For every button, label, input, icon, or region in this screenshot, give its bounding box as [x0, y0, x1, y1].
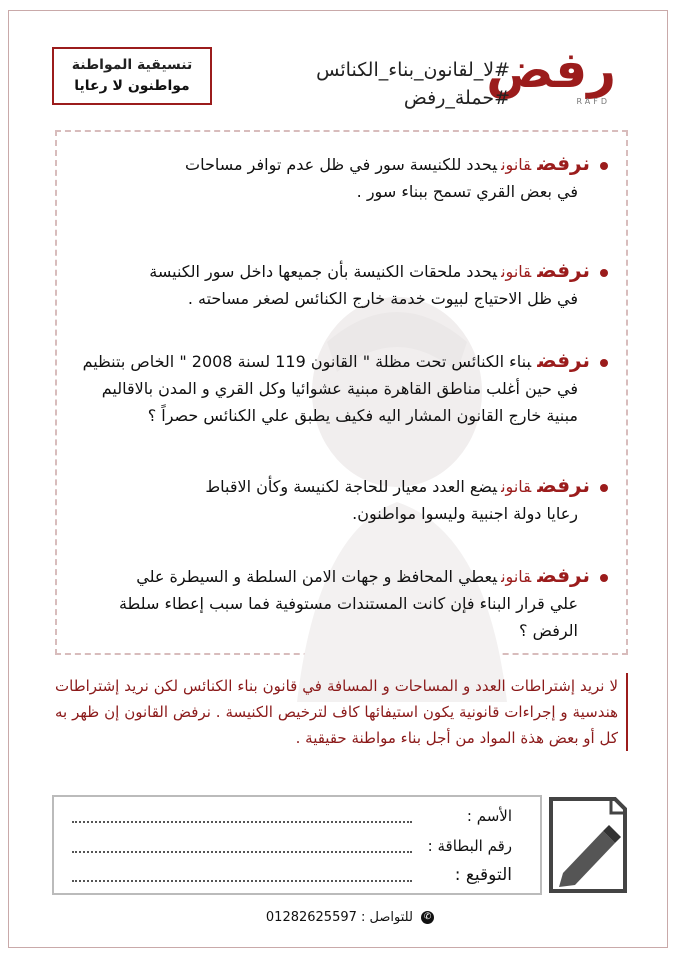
point-subkeyword: قانون — [501, 477, 532, 496]
point-continuation: رعايا دولة اجنبية وليسوا مواطنون. — [352, 504, 578, 523]
point-continuation: علي قرار البناء فإن كانت المستندات مستوفية فما سبب إعطاء سلطة — [118, 594, 578, 613]
signature-line[interactable] — [72, 880, 412, 882]
point-keyword: نرفض — [537, 563, 590, 587]
point-4 — [63, 472, 608, 527]
organization-stamp — [52, 47, 212, 105]
point-text: بناء الكنائس تحت مظلة " القانون 119 لسنة 2008 " الخاص بتنظيم — [82, 352, 532, 371]
point-keyword: نرفض — [537, 348, 590, 372]
signature-label: التوقيع : — [454, 865, 512, 885]
point-continuation: مبنية خارج القانون المشار اليه فكيف يطبق علي الكنائس حصراً ؟ — [147, 406, 578, 425]
point-subkeyword: قانون — [501, 262, 532, 281]
point-5 — [63, 562, 608, 644]
id-card-line[interactable] — [72, 851, 412, 853]
contact-line — [200, 910, 500, 925]
stamp-line-2: مواطنون لا رعايا — [74, 78, 190, 94]
point-3 — [63, 347, 608, 429]
point-subkeyword: قانون — [501, 155, 532, 174]
point-continuation: في ظل الاحتياج لبيوت خدمة خارج الكنائس لصغر مساحته . — [187, 289, 578, 308]
point-text: يحدد للكنيسة سور في ظل عدم توافر مساحات — [185, 155, 498, 174]
bullet-icon — [600, 484, 608, 492]
phone-number[interactable]: 01282625597 — [265, 910, 357, 925]
hashtag-campaign: #حملة_رفض — [403, 87, 510, 109]
name-label: الأسم : — [466, 807, 512, 825]
point-continuation: في بعض القري تسمح ببناء سور . — [356, 182, 578, 201]
point-1 — [63, 150, 608, 205]
signature-form — [52, 795, 542, 895]
point-continuation: في حين أغلب مناطق القاهرة مبنية عشوائيا وكل القري و المدن بالاقاليم — [101, 379, 578, 398]
id-card-field[interactable] — [72, 837, 512, 855]
bullet-icon — [600, 162, 608, 170]
contact-label: للتواصل : — [361, 910, 413, 925]
name-line[interactable] — [72, 821, 412, 823]
bullet-icon — [600, 574, 608, 582]
signature-field[interactable] — [72, 865, 512, 885]
point-text: يحدد ملحقات الكنيسة بأن جميعها داخل سور الكنيسة — [149, 262, 498, 281]
hashtag-law: #لا_لقانون_بناء_الكنائس — [316, 59, 510, 81]
campaign-statement: لا نريد إشتراطات العدد و المساحات و المسافة في قانون بناء الكنائس لكن نريد إشتراطات هندسية و إجراءات قانونية يكون استيفائها كاف لترخيص الكنيسة . نرفض القانون إن ظهر به كل أو بعض هذة المواد من أجل بناء مواطنة حقيقية . — [55, 673, 628, 751]
point-keyword: نرفض — [537, 473, 590, 497]
point-text: يضع العدد معيار للحاجة لكنيسة وكأن الاقباط — [205, 477, 498, 496]
point-text: يعطي المحافظ و جهات الامن السلطة و السيطرة علي — [136, 567, 498, 586]
bullet-icon — [600, 359, 608, 367]
point-keyword: نرفض — [537, 258, 590, 282]
point-continuation: الرفض ؟ — [519, 621, 578, 640]
rafd-logo — [486, 40, 616, 110]
name-field[interactable] — [72, 807, 512, 825]
stamp-line-1: تنسيقية المواطنة — [71, 57, 193, 73]
logo-latin: RAFD — [576, 97, 610, 106]
campaign-hashtags — [316, 56, 510, 112]
point-subkeyword: قانون — [501, 567, 532, 586]
point-2 — [63, 257, 608, 312]
id-card-label: رقم البطاقة : — [427, 837, 512, 855]
bullet-icon — [600, 269, 608, 277]
pen-paper-icon — [545, 795, 629, 895]
point-keyword: نرفض — [537, 151, 590, 175]
phone-icon: ✆ — [421, 911, 434, 924]
logo-arabic: رفض — [486, 41, 616, 99]
rejection-points-box — [55, 130, 628, 655]
